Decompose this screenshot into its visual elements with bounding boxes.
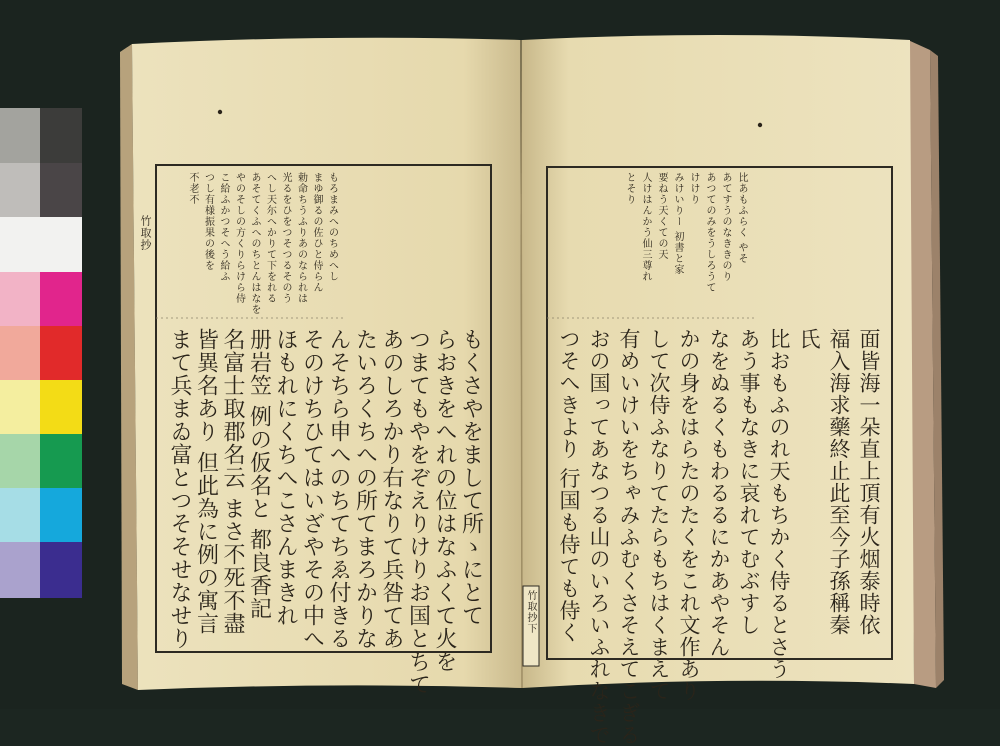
- right-upper-column: 人けはんかう仙三尊れ: [640, 172, 651, 282]
- left-main-column: つまてもやをぞえりけりお国とちて: [405, 328, 431, 696]
- right-main-column: なをぬるくもわるるにかあやそん: [707, 328, 731, 658]
- right-main-column: 氏: [797, 328, 821, 350]
- swatch-cyan: [40, 488, 82, 542]
- left-main-column: もくさやをまして所ゝにとて: [458, 328, 484, 627]
- swatch-green: [40, 434, 82, 488]
- left-main-column: 册岩笠 例の仮名と 都良香記: [246, 328, 272, 620]
- right-upper-column: あてすうのなききのり: [720, 172, 731, 282]
- right-upper-column: とそり: [624, 172, 635, 205]
- swatch-pale-gray: [0, 163, 40, 217]
- left-main-column: そのけちひてはいざやその中へ: [299, 328, 325, 650]
- swatch-pale-yellow: [0, 380, 40, 434]
- right-main-column: かの身をはらたのたくをこれ文作あり: [677, 328, 701, 702]
- swatch-lavender: [0, 542, 40, 598]
- swatch-pale-green: [0, 434, 40, 488]
- left-margin-label: 竹取抄: [139, 215, 152, 251]
- swatch-dark-gray: [40, 108, 82, 163]
- left-upper-column: あそてくふへのちとんはなを: [249, 172, 260, 315]
- left-main-column: あのしろかり右なりて兵咎てあ: [379, 328, 404, 650]
- left-main-column: んそちら申へのちてちゑ付きる: [326, 328, 351, 650]
- left-upper-column: へし天尓へかりて下をれる: [264, 172, 276, 304]
- right-main-column: あう事もなきに哀れてむぶすし: [737, 328, 761, 636]
- color-calibration-strip: [0, 108, 82, 598]
- right-margin-label: 竹取抄下: [525, 590, 536, 634]
- left-main-column: 名富士取郡名云 まさ不死不盡: [220, 328, 245, 635]
- left-upper-column: まゆ御るの佐ひと侍らん: [311, 172, 322, 293]
- swatch-light-gray: [0, 108, 40, 163]
- left-main-column: らおきをへれの位はなふくて火を: [432, 328, 457, 673]
- left-upper-column: つし有様振果の後を: [202, 172, 214, 271]
- swatch-charcoal: [40, 163, 82, 217]
- left-main-column: まて兵まゐ富とつそそせなせり: [167, 328, 192, 650]
- swatch-yellow: [40, 380, 82, 434]
- right-upper-column: あつてのみをうしろうて: [704, 172, 715, 293]
- swatch-red: [40, 326, 82, 380]
- left-main-column: ほもれにくちへこさんまきれ: [273, 328, 298, 627]
- left-ink-dot: [218, 110, 222, 114]
- left-main-column: たいろくちへの所てまろかりな: [352, 328, 378, 650]
- left-upper-column: こ給ふかつそへう給ふ: [218, 172, 229, 282]
- right-main-column: おの国ってあなつる山のいろいふれなきで: [587, 328, 611, 746]
- gutter-line: [521, 40, 522, 688]
- left-upper-column: もろまみへのちめへし: [326, 172, 338, 282]
- right-main-column: 有めいけいをちゃみふむくさそえてこぎる: [617, 328, 641, 746]
- right-upper-column: けけり: [688, 172, 699, 205]
- left-upper-column: 不老不: [187, 172, 198, 205]
- swatch-magenta: [40, 272, 82, 326]
- right-main-column: 面皆海一朵直上頂有火烟泰時依: [857, 328, 881, 636]
- right-main-column: して次侍ふなりてたらもちはくまえて: [647, 328, 671, 702]
- left-upper-column: 光るをひをつそつるそのう: [280, 172, 291, 304]
- left-main-column: 皆異名あり 但此為に例の寓言: [193, 328, 219, 635]
- right-upper-column: 要ねう天くての天: [656, 172, 667, 260]
- right-main-column: 比おもふのれ天もちかく侍るとさう: [767, 328, 791, 680]
- left-upper-column: 勅命ちうふりあのなられは: [295, 172, 307, 304]
- swatch-pale-cyan: [0, 488, 40, 542]
- right-main-column: 福入海求藥終止此至今子孫稱秦: [827, 328, 851, 636]
- right-main-column: つそへきより 行国も侍ても侍く: [557, 328, 581, 644]
- right-ink-dot: [758, 123, 762, 127]
- right-upper-column: みけいりー 初書と家: [672, 172, 683, 276]
- swatch-salmon: [0, 326, 40, 380]
- right-upper-column: 比あもふらく やそ: [736, 172, 747, 265]
- left-upper-column: やのそしの方くりらけら侍: [233, 172, 245, 304]
- swatch-pink: [0, 272, 40, 326]
- swatch-white: [0, 217, 82, 272]
- swatch-indigo: [40, 542, 82, 598]
